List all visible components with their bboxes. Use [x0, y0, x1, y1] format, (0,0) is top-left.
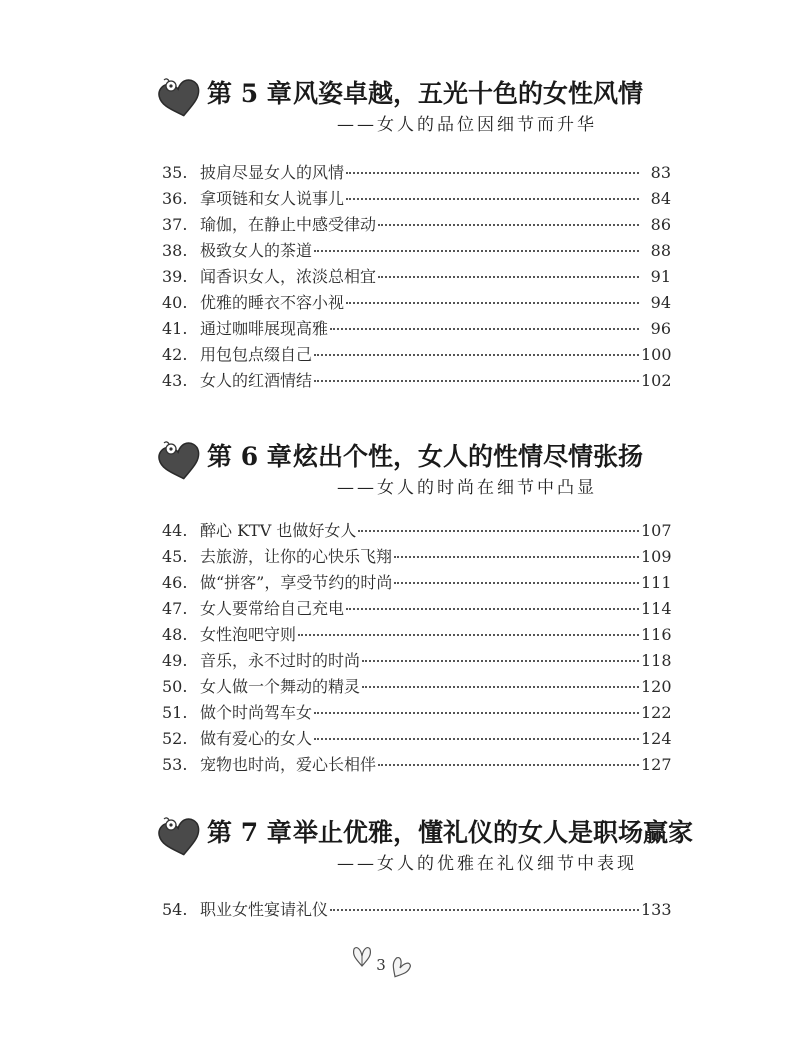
toc-entry[interactable]	[162, 238, 671, 264]
dot-leader	[330, 908, 639, 911]
entry-number: 47.	[162, 599, 188, 618]
entry-page: 109	[641, 547, 672, 566]
dot-leader	[346, 607, 639, 610]
chapter-title	[207, 74, 643, 110]
dot-leader	[346, 197, 639, 200]
toc-entry[interactable]	[162, 186, 671, 212]
entry-page: 118	[641, 651, 672, 670]
toc-entry[interactable]	[162, 368, 671, 394]
entry-title: 闻香识女人，浓淡总相宜	[200, 267, 377, 286]
entry-number: 48.	[162, 625, 188, 644]
chapter-subtitle: ——女人的优雅在礼仪细节中表现	[337, 854, 637, 874]
chapter-number: 第 6 章	[207, 442, 292, 471]
entry-title: 醉心 KTV 也做好女人	[200, 521, 357, 540]
toc-entry[interactable]	[162, 518, 671, 544]
entry-number: 53.	[162, 755, 188, 774]
entry-title: 做有爱心的女人	[200, 729, 313, 748]
entry-title: 去旅游，让你的心快乐飞翔	[200, 547, 393, 566]
toc-entry[interactable]	[162, 160, 671, 186]
dot-leader	[394, 555, 639, 558]
entry-title: 音乐，永不过时的时尚	[200, 651, 361, 670]
entry-title: 拿项链和女人说事儿	[200, 189, 345, 208]
entry-number: 44.	[162, 521, 188, 540]
entry-number: 54.	[162, 900, 188, 919]
chapter-name: 炫出个性，女人的性情尽情张扬	[293, 442, 644, 471]
chapter-number: 第 5 章	[207, 79, 292, 108]
entry-title: 通过咖啡展现高雅	[200, 319, 329, 338]
chapter-name: 举止优雅，懂礼仪的女人是职场赢家	[293, 818, 694, 847]
entry-number: 42.	[162, 345, 188, 364]
chapter-header	[0, 74, 790, 134]
entry-page: 111	[641, 573, 672, 592]
entry-page: 114	[641, 599, 672, 618]
dot-leader	[378, 763, 639, 766]
dot-leader	[330, 327, 639, 330]
chapter-subtitle: ——女人的品位因细节而升华	[337, 115, 597, 135]
entry-number: 36.	[162, 189, 188, 208]
chapter-name: 风姿卓越，五光十色的女性风情	[293, 79, 644, 108]
entry-title: 女性泡吧守则	[200, 625, 297, 644]
entry-title: 女人做一个舞动的精灵	[200, 677, 361, 696]
entry-page: 102	[641, 371, 672, 390]
entry-title: 极致女人的茶道	[200, 241, 313, 260]
heart-with-flower-icon	[158, 441, 202, 481]
dot-leader	[394, 581, 639, 584]
heart-with-flower-icon	[158, 817, 202, 857]
entry-title: 女人的红酒情结	[200, 371, 313, 390]
chapter-subtitle: ——女人的时尚在细节中凸显	[337, 478, 597, 498]
entry-number: 37.	[162, 215, 188, 234]
entry-number: 50.	[162, 677, 188, 696]
page-number: 3	[376, 956, 386, 974]
entry-number: 51.	[162, 703, 188, 722]
chapter-title	[207, 437, 643, 473]
entry-title: 做“拼客”，享受节约的时尚	[200, 573, 393, 592]
entry-number: 43.	[162, 371, 188, 390]
chapter-number: 第 7 章	[207, 818, 292, 847]
dot-leader	[358, 529, 639, 532]
entry-page: 88	[650, 241, 671, 260]
chapter-header	[0, 813, 790, 873]
toc-entry[interactable]	[162, 570, 671, 596]
entry-page: 116	[641, 625, 672, 644]
entry-page: 100	[641, 345, 672, 364]
entry-page: 124	[641, 729, 672, 748]
toc-entry[interactable]	[162, 342, 671, 368]
toc-entry[interactable]	[162, 544, 671, 570]
toc-entry[interactable]	[162, 648, 671, 674]
toc-entry[interactable]	[162, 897, 671, 923]
page-footer	[345, 942, 417, 988]
entry-page: 83	[650, 163, 671, 182]
toc-entry[interactable]	[162, 622, 671, 648]
chapter-header	[0, 437, 790, 497]
dot-leader	[298, 633, 639, 636]
dot-leader	[314, 249, 639, 252]
toc-entry[interactable]	[162, 752, 671, 778]
dot-leader	[346, 171, 639, 174]
entry-number: 40.	[162, 293, 188, 312]
entry-page: 122	[641, 703, 672, 722]
dot-leader	[362, 685, 639, 688]
entry-page: 91	[650, 267, 671, 286]
entry-number: 45.	[162, 547, 188, 566]
entry-page: 133	[641, 900, 672, 919]
entry-page: 84	[650, 189, 671, 208]
entry-number: 46.	[162, 573, 188, 592]
entry-number: 38.	[162, 241, 188, 260]
chapter-title	[207, 813, 693, 849]
entry-page: 127	[641, 755, 672, 774]
entry-title: 职业女性宴请礼仪	[200, 900, 329, 919]
entry-page: 86	[650, 215, 671, 234]
chapter-section	[0, 813, 790, 873]
entry-number: 39.	[162, 267, 188, 286]
dot-leader	[362, 659, 639, 662]
dot-leader	[314, 353, 639, 356]
entry-title: 优雅的睡衣不容小视	[200, 293, 345, 312]
entry-title: 宠物也时尚，爱心长相伴	[200, 755, 377, 774]
dot-leader	[378, 275, 639, 278]
entry-title: 用包包点缀自己	[200, 345, 313, 364]
toc-entry[interactable]	[162, 264, 671, 290]
chapter-section	[0, 74, 790, 134]
dot-leader	[314, 711, 639, 714]
entry-page: 107	[641, 521, 672, 540]
entry-page: 96	[650, 319, 671, 338]
toc-entry[interactable]	[162, 212, 671, 238]
entry-page: 120	[641, 677, 672, 696]
entry-title: 做个时尚驾车女	[200, 703, 313, 722]
toc-entry[interactable]	[162, 700, 671, 726]
entry-number: 41.	[162, 319, 188, 338]
dot-leader	[378, 223, 639, 226]
dot-leader	[314, 379, 639, 382]
toc-entry[interactable]	[162, 596, 671, 622]
entry-title: 披肩尽显女人的风情	[200, 163, 345, 182]
chapter-section	[0, 437, 790, 497]
toc-entry[interactable]	[162, 316, 671, 342]
entry-number: 52.	[162, 729, 188, 748]
toc-entry[interactable]	[162, 290, 671, 316]
heart-with-flower-icon	[158, 78, 202, 118]
entry-title: 瑜伽，在静止中感受律动	[200, 215, 377, 234]
entry-page: 94	[650, 293, 671, 312]
dot-leader	[346, 301, 639, 304]
entry-number: 49.	[162, 651, 188, 670]
dot-leader	[314, 737, 639, 740]
entry-title: 女人要常给自己充电	[200, 599, 345, 618]
toc-entry[interactable]	[162, 726, 671, 752]
entry-number: 35.	[162, 163, 188, 182]
toc-entry[interactable]	[162, 674, 671, 700]
